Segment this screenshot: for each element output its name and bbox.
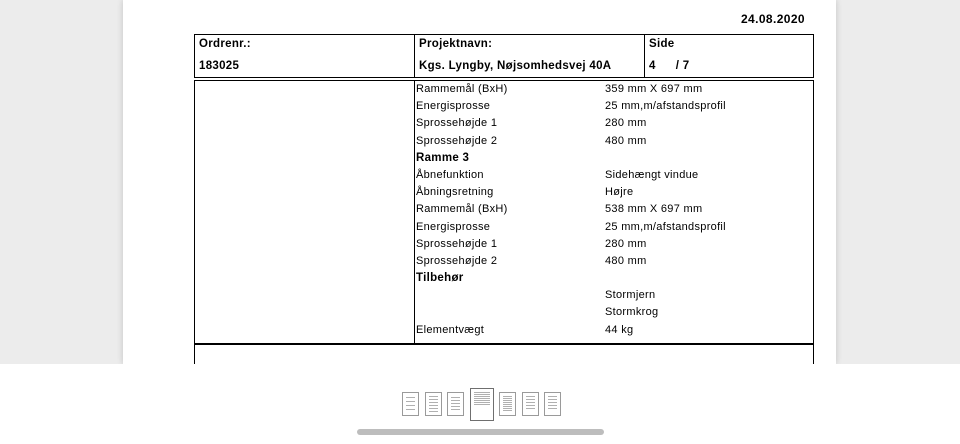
project-cell — [415, 35, 645, 77]
spec-key: Elementvægt — [416, 323, 485, 336]
page-thumbnail[interactable] — [499, 392, 516, 416]
page-cell — [645, 35, 813, 77]
spec-key: Åbnefunktion — [416, 168, 484, 181]
spec-value: 280 mm — [605, 117, 647, 130]
spec-row — [416, 98, 812, 115]
spec-value: Sidehængt vindue — [605, 168, 699, 181]
section-heading-row — [416, 150, 812, 167]
spec-key: Sprossehøjde 2 — [416, 134, 498, 147]
page-total: / 7 — [675, 60, 690, 72]
horizontal-scrollbar[interactable] — [357, 429, 604, 435]
document-page — [123, 0, 836, 364]
spec-row — [416, 304, 812, 321]
spec-row — [416, 81, 812, 98]
section-heading-row — [416, 270, 812, 287]
spec-value: 280 mm — [605, 237, 647, 250]
project-value: Kgs. Lyngby, Nøjsomhedsvej 40A — [419, 60, 612, 72]
page-thumbnail[interactable] — [425, 392, 442, 416]
spec-rows — [416, 81, 812, 339]
spec-value: Stormjern — [605, 289, 656, 302]
header-table — [194, 34, 814, 78]
spec-key: Åbningsretning — [416, 186, 494, 199]
spec-key: Sprossehøjde 2 — [416, 254, 498, 267]
spec-value: Højre — [605, 186, 634, 199]
spec-value: 538 mm X 697 mm — [605, 203, 703, 216]
project-label: Projektnavn: — [419, 38, 493, 50]
page-current: 4 — [649, 60, 656, 72]
order-cell — [195, 35, 415, 77]
document-date: 24.08.2020 — [740, 12, 805, 26]
spec-key: Energisprosse — [416, 100, 491, 113]
order-value: 183025 — [199, 60, 240, 72]
section-heading: Ramme 3 — [416, 151, 470, 164]
spec-row — [416, 236, 812, 253]
spec-key: Sprossehøjde 1 — [416, 117, 498, 130]
section-heading: Tilbehør — [416, 272, 464, 285]
spec-row — [416, 253, 812, 270]
spec-key: Rammemål (BxH) — [416, 203, 508, 216]
spec-value: 44 kg — [605, 323, 634, 336]
spec-value: 25 mm,m/afstandsprofil — [605, 100, 726, 113]
spec-row — [416, 287, 812, 304]
spec-row — [416, 201, 812, 218]
spec-value: 359 mm X 697 mm — [605, 83, 703, 95]
spec-key: Rammemål (BxH) — [416, 83, 508, 95]
page-label: Side — [649, 38, 675, 50]
spec-value: Stormkrog — [605, 306, 659, 319]
spec-value: 25 mm,m/afstandsprofil — [605, 220, 726, 233]
spec-row — [416, 167, 812, 184]
page-thumbnail[interactable] — [470, 388, 494, 421]
spec-value: 480 mm — [605, 134, 647, 147]
order-label: Ordrenr.: — [199, 38, 251, 50]
page-thumbnail[interactable] — [522, 392, 539, 416]
spec-row — [416, 322, 812, 339]
spec-row — [416, 184, 812, 201]
page-thumbnail[interactable] — [544, 392, 561, 416]
spec-row — [416, 133, 812, 150]
page-thumbnail[interactable] — [402, 392, 419, 416]
spec-row — [416, 219, 812, 236]
spec-table — [194, 80, 814, 344]
spec-key: Energisprosse — [416, 220, 491, 233]
column-divider — [414, 81, 415, 343]
page-thumbnail[interactable] — [447, 392, 464, 416]
spec-value: 480 mm — [605, 254, 647, 267]
thumbnail-tray — [0, 364, 960, 444]
spec-key: Sprossehøjde 1 — [416, 237, 498, 250]
spec-row — [416, 115, 812, 132]
page-number — [649, 59, 809, 73]
next-table-section — [194, 344, 814, 364]
